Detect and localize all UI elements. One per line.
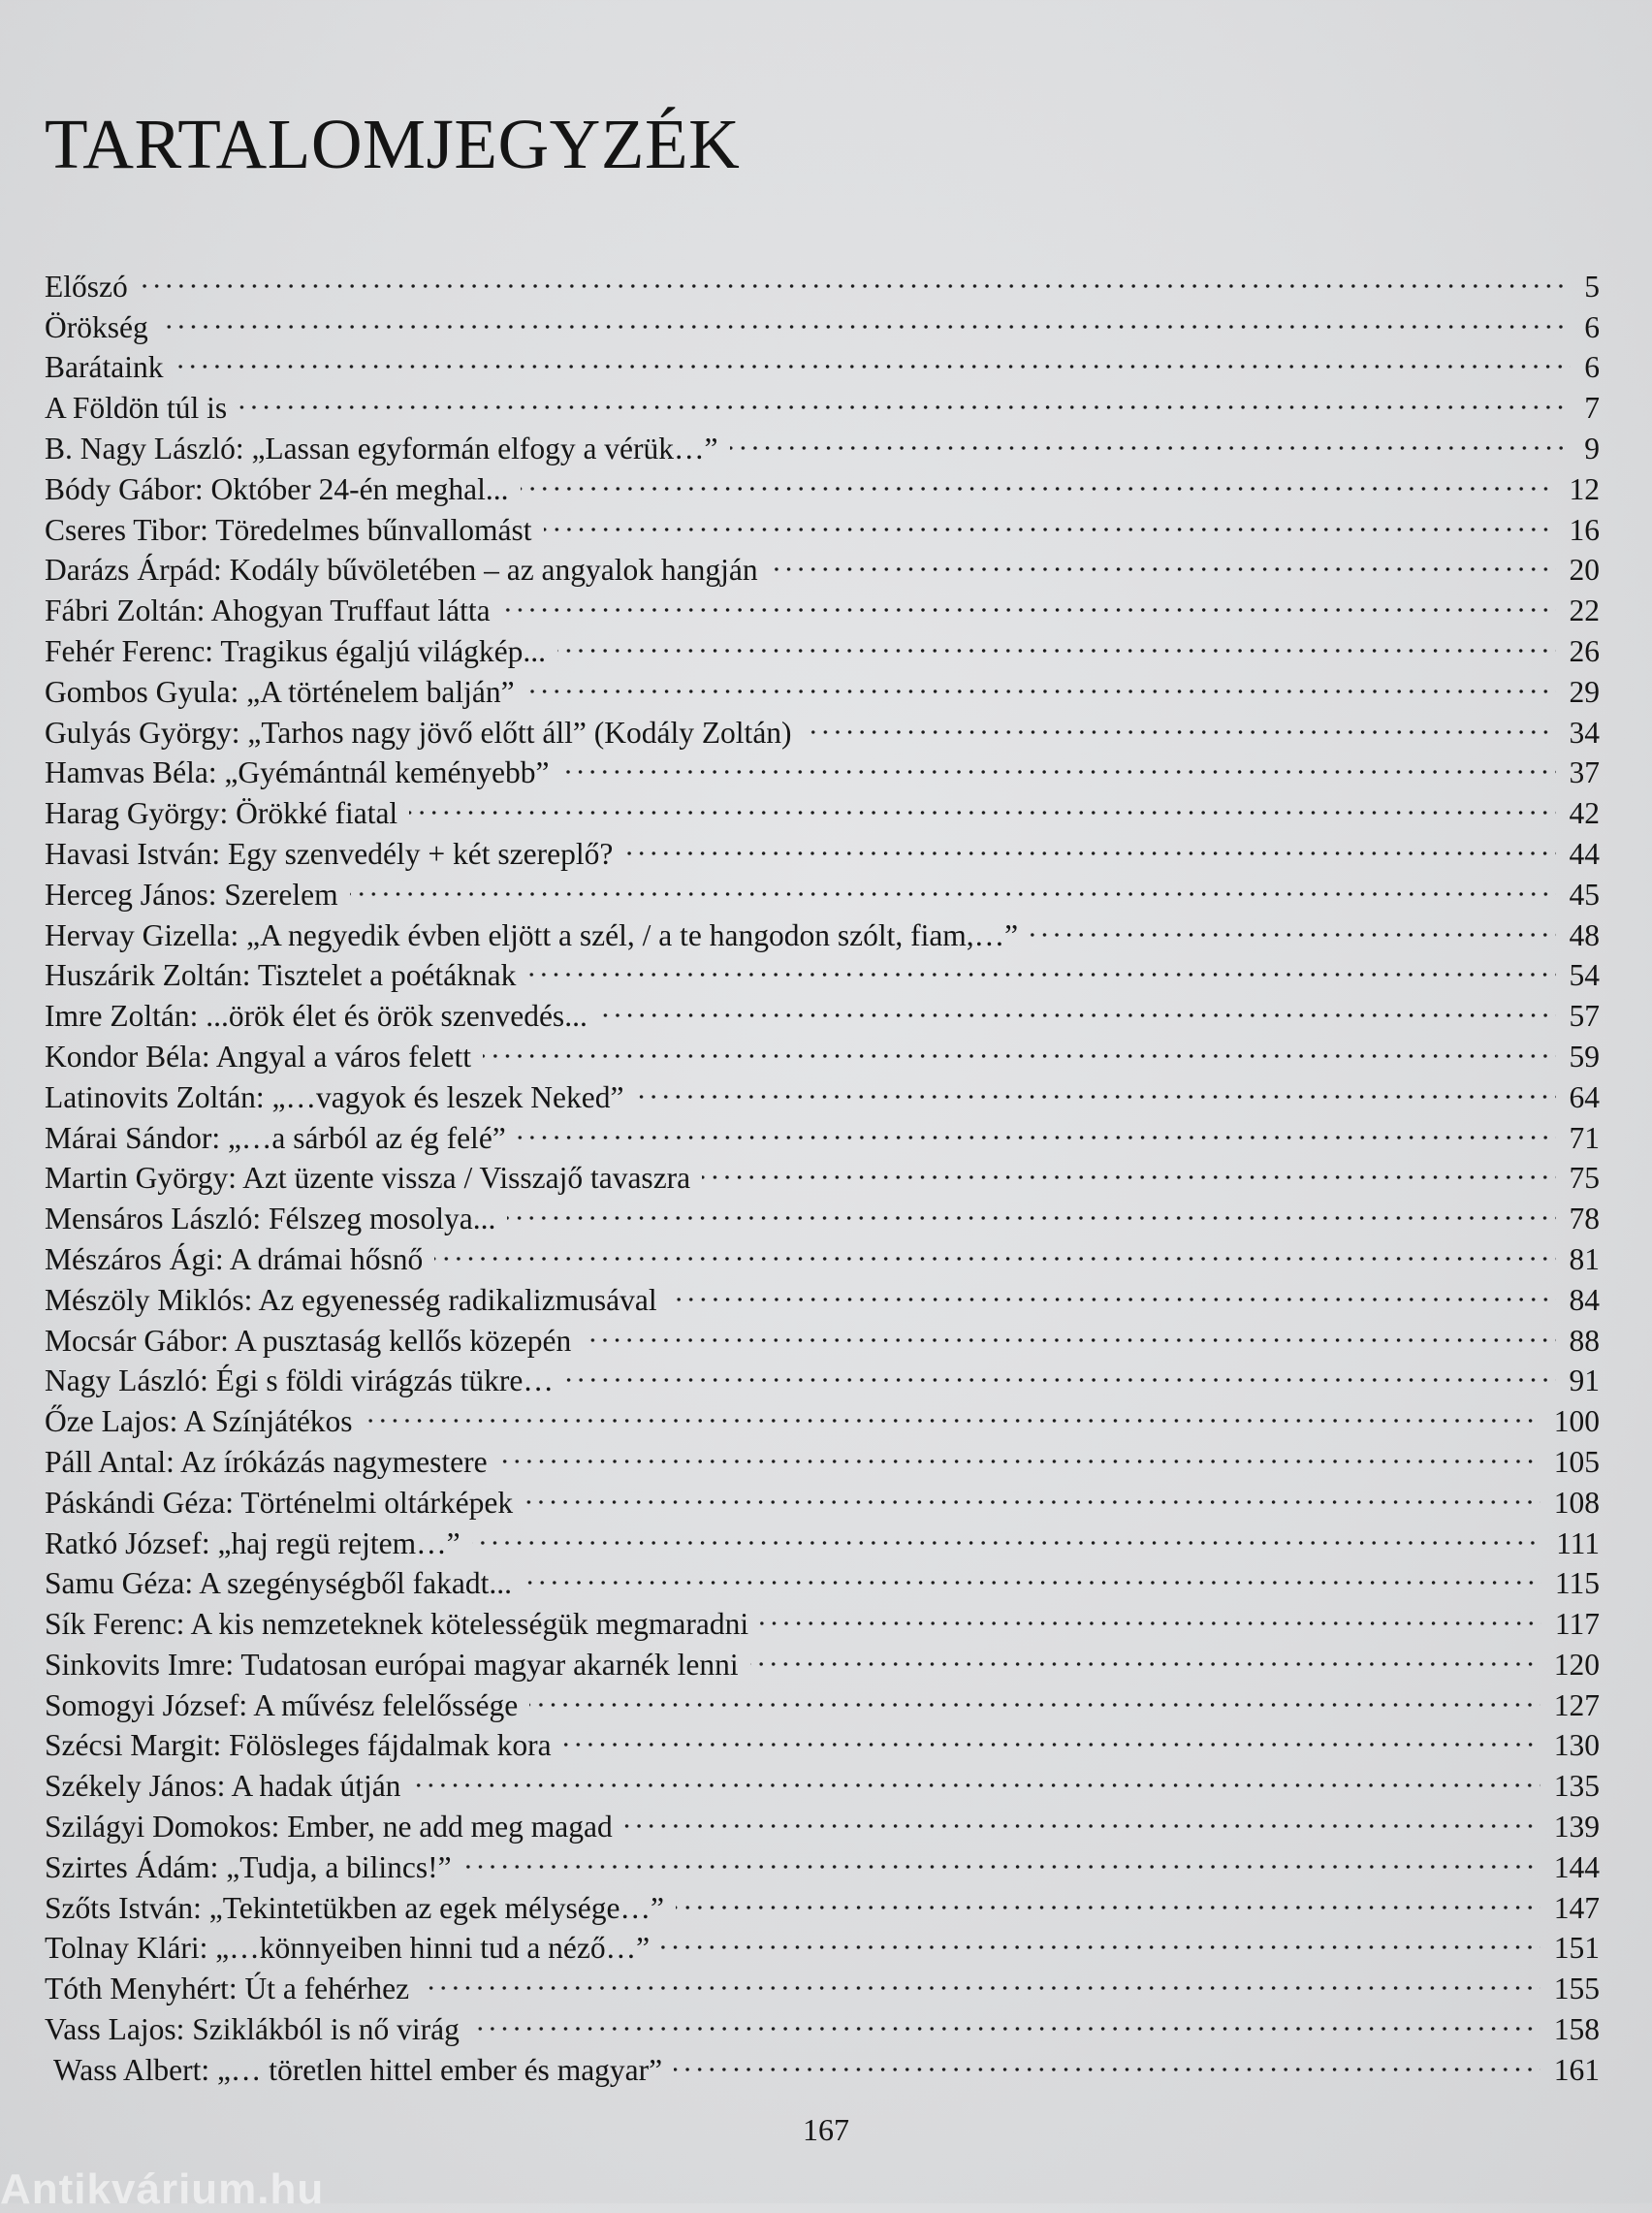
toc-entry-page: 6: [1584, 309, 1600, 344]
dot-leader: [471, 1999, 1541, 2039]
toc-entry-page: 59: [1569, 1039, 1600, 1074]
dot-leader: [160, 297, 1572, 337]
toc-entry-page: 91: [1569, 1363, 1600, 1398]
toc-entry-title: Sík Ferenc: A kis nemzeteknek kötelességük megmaradni: [45, 1607, 749, 1642]
toc-entry-title: Mészáros Ági: A drámai hősnő: [45, 1241, 424, 1276]
dot-leader: [238, 377, 1571, 418]
toc-entry-title: Fábri Zoltán: Ahogyan Truffaut látta: [45, 593, 491, 628]
dot-leader: [1030, 905, 1555, 946]
table-of-contents: [45, 256, 1600, 2087]
toc-entry-title: Hervay Gizella: „A negyedik évben eljött a szél, / a te hangodon szólt, fiam,…”: [45, 917, 1019, 952]
toc-entry-page: 16: [1569, 512, 1600, 547]
toc-entry-title: Fehér Ferenc: Tragikus égaljú világkép...: [45, 633, 547, 668]
toc-entry-page: 144: [1553, 1849, 1600, 1884]
toc-entry-title: Samu Géza: A szegénységből fakadt...: [45, 1566, 512, 1601]
toc-entry-page: 120: [1553, 1647, 1600, 1682]
dot-leader: [365, 1391, 1541, 1431]
toc-entry-title: Vass Lajos: Sziklákból is nő virág: [45, 2012, 460, 2047]
toc-entry-page: 108: [1553, 1485, 1600, 1520]
toc-entry-page: 9: [1584, 431, 1600, 465]
toc-entry-page: 48: [1569, 917, 1600, 952]
toc-entry-page: 12: [1569, 471, 1600, 506]
toc-entry-title: B. Nagy László: „Lassan egyformán elfogy a vérük…”: [45, 431, 718, 465]
dot-leader: [565, 1351, 1556, 1392]
toc-entry-page: 81: [1569, 1241, 1600, 1276]
page-number: 167: [803, 2112, 849, 2147]
dot-leader: [140, 256, 1572, 297]
dot-leader: [526, 661, 1556, 702]
toc-entry-title: Mészöly Miklós: Az egyenesség radikalizmusával: [45, 1282, 657, 1317]
toc-entry: [45, 297, 1600, 344]
toc-entry-page: 29: [1569, 674, 1600, 709]
dot-leader: [770, 540, 1556, 581]
toc-entry-title: Wass Albert: „… töretlen hittel ember és magyar”: [53, 2052, 663, 2087]
toc-entry-page: 54: [1569, 958, 1600, 993]
toc-entry-page: 135: [1553, 1769, 1600, 1804]
toc-entry: [45, 418, 1600, 465]
toc-entry-title: Mocsár Gábor: A pusztaság kellős közepén: [45, 1323, 572, 1358]
dot-leader: [635, 1067, 1555, 1107]
toc-entry-title: Őze Lajos: A Színjátékos: [45, 1404, 353, 1439]
toc-entry-page: 100: [1553, 1404, 1600, 1439]
toc-entry-title: Latinovits Zoltán: „…vagyok és leszek Neked”: [45, 1079, 624, 1114]
toc-entry-page: 34: [1569, 715, 1600, 750]
toc-entry-title: Szécsi Margit: Fölösleges fájdalmak kora: [45, 1728, 552, 1763]
dot-leader: [557, 621, 1555, 661]
toc-entry-page: 75: [1569, 1161, 1600, 1196]
dot-leader: [527, 946, 1555, 986]
dot-leader: [524, 1554, 1541, 1594]
toc-entry-title: Márai Sándor: „…a sárból az ég felé”: [45, 1120, 506, 1155]
dot-leader: [676, 1877, 1541, 1918]
toc-entry-title: Huszárik Zoltán: Tisztelet a poétáknak: [45, 958, 517, 993]
dot-leader: [502, 580, 1556, 621]
toc-entry-title: Előszó: [45, 269, 128, 304]
dot-leader: [544, 499, 1556, 540]
toc-entry-title: Székely János: A hadak útján: [45, 1769, 401, 1804]
toc-entry-page: 71: [1569, 1120, 1600, 1155]
dot-leader: [674, 2039, 1541, 2080]
toc-entry-title: Imre Zoltán: ...örök élet és örök szenvedés...: [45, 999, 588, 1034]
toc-entry-page: 155: [1553, 1972, 1600, 2006]
dot-leader: [350, 864, 1556, 905]
dot-leader: [507, 1188, 1555, 1229]
page-title: TARTALOMJEGYZÉK: [45, 105, 741, 183]
toc-entry-page: 111: [1556, 1525, 1600, 1560]
toc-entry-title: Cseres Tibor: Töredelmes bűnvallomást: [45, 512, 532, 547]
toc-entry-title: Martin György: Azt üzente vissza / Visszajő tavaszra: [45, 1161, 691, 1196]
toc-entry-title: Tóth Menyhért: Út a fehérhez: [45, 1972, 410, 2006]
watermark: Antikvárium.hu: [0, 2165, 325, 2213]
dot-leader: [750, 1634, 1541, 1675]
toc-entry-title: Gulyás György: „Tarhos nagy jövő előtt áll” (Kodály Zoltán): [45, 715, 792, 750]
toc-entry-page: 26: [1569, 633, 1600, 668]
dot-leader: [560, 743, 1555, 784]
toc-entry-page: 151: [1553, 1931, 1600, 1966]
dot-leader: [499, 1431, 1541, 1472]
toc-entry: [45, 337, 1600, 385]
toc-entry-title: Páll Antal: Az írókázás nagymestere: [45, 1444, 488, 1479]
toc-entry-page: 44: [1569, 836, 1600, 871]
toc-entry-page: 161: [1553, 2052, 1600, 2087]
toc-entry-page: 7: [1584, 391, 1600, 426]
dot-leader: [624, 1796, 1541, 1837]
toc-entry-title: Szőts István: „Tekintetükben az egek mélysége…”: [45, 1890, 664, 1925]
toc-entry-title: Harag György: Örökké fiatal: [45, 796, 398, 831]
dot-leader: [730, 418, 1572, 459]
toc-entry-page: 6: [1584, 350, 1600, 385]
toc-entry-page: 158: [1553, 2012, 1600, 2047]
dot-leader: [524, 1472, 1541, 1513]
toc-entry-page: 88: [1569, 1323, 1600, 1358]
toc-entry-title: Gombos Gyula: „A történelem balján”: [45, 674, 515, 709]
toc-entry: [45, 377, 1600, 426]
toc-entry-title: A Földön túl is: [45, 391, 228, 426]
dot-leader: [412, 1755, 1540, 1796]
dot-leader: [529, 1675, 1541, 1716]
toc-entry-title: Herceg János: Szerelem: [45, 877, 338, 912]
dot-leader: [421, 1958, 1541, 1999]
toc-entry-page: 139: [1553, 1810, 1600, 1844]
dot-leader: [175, 337, 1571, 378]
dot-leader: [804, 702, 1556, 743]
dot-leader: [518, 1107, 1556, 1148]
toc-entry-title: Páskándi Géza: Történelmi oltárképek: [45, 1485, 514, 1520]
dot-leader: [760, 1593, 1541, 1634]
dot-leader: [661, 1918, 1541, 1959]
toc-entry-page: 115: [1554, 1566, 1600, 1601]
toc-entry-page: 37: [1569, 755, 1600, 790]
toc-entry-title: Darázs Árpád: Kodály bűvöletében – az angyalok hangján: [45, 553, 758, 588]
toc-entry-page: 64: [1569, 1079, 1600, 1114]
toc-entry-title: Havasi István: Egy szenvedély + két szereplő?: [45, 836, 614, 871]
toc-entry-page: 127: [1553, 1687, 1600, 1722]
toc-entry-title: Bódy Gábor: Október 24-én meghal...: [45, 471, 509, 506]
dot-leader: [483, 1026, 1555, 1067]
toc-entry-page: 20: [1569, 553, 1600, 588]
toc-entry-title: Mensáros László: Félszeg mosolya...: [45, 1202, 496, 1236]
toc-entry-page: 84: [1569, 1282, 1600, 1317]
toc-entry-title: Ratkó József: „haj regü rejtem…”: [45, 1525, 461, 1560]
toc-entry-title: Szirtes Ádám: „Tudja, a bilincs!”: [45, 1849, 452, 1884]
toc-entry-page: 5: [1584, 269, 1600, 304]
dot-leader: [624, 823, 1555, 864]
toc-entry-title: Barátaink: [45, 350, 164, 385]
toc-entry-title: Sinkovits Imre: Tudatosan európai magyar akarnék lenni: [45, 1647, 739, 1682]
dot-leader: [434, 1229, 1555, 1269]
toc-entry-title: Szilágyi Domokos: Ember, ne add meg magad: [45, 1810, 613, 1844]
toc-entry-page: 130: [1553, 1728, 1600, 1763]
toc-entry-page: 147: [1553, 1890, 1600, 1925]
toc-entry-title: Tolnay Klári: „…könnyeiben hinni tud a néző…”: [45, 1931, 651, 1966]
toc-entry-page: 42: [1569, 796, 1600, 831]
toc-entry-page: 117: [1554, 1607, 1600, 1642]
dot-leader: [702, 1148, 1555, 1189]
toc-entry-title: Nagy László: Égi s földi virágzás tükre…: [45, 1363, 554, 1398]
toc-entry-page: 78: [1569, 1202, 1600, 1236]
dot-leader: [472, 1513, 1542, 1554]
toc-entry: [45, 256, 1600, 304]
dot-leader: [599, 985, 1556, 1026]
toc-entry-title: Somogyi József: A művész felelőssége: [45, 1687, 519, 1722]
dot-leader: [463, 1837, 1541, 1877]
toc-entry-page: 57: [1569, 999, 1600, 1034]
toc-entry-page: 22: [1569, 593, 1600, 628]
dot-leader: [583, 1310, 1555, 1351]
dot-leader: [521, 459, 1556, 499]
dot-leader: [669, 1269, 1556, 1310]
toc-entry-title: Kondor Béla: Angyal a város felett: [45, 1039, 472, 1074]
dot-leader: [409, 783, 1555, 823]
dot-leader: [563, 1716, 1541, 1756]
toc-entry-title: Örökség: [45, 309, 148, 344]
toc-entry-title: Hamvas Béla: „Gyémántnál keményebb”: [45, 755, 550, 790]
toc-entry-page: 45: [1569, 877, 1600, 912]
toc-entry-page: 105: [1553, 1444, 1600, 1479]
